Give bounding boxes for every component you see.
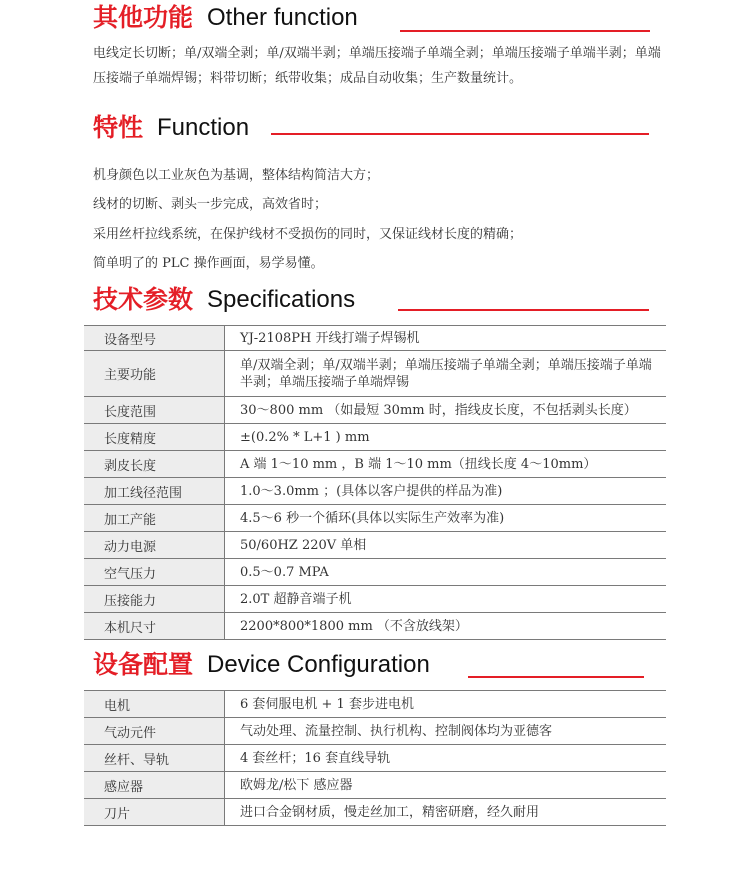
spec-value: 30～800 mm （如最短 30mm 时，指线皮长度，不包括剥头长度） xyxy=(225,397,667,424)
table-row xyxy=(84,613,666,640)
other-text: 电线定长切断；单/双端全剥；单/双端半剥；单端压接端子单端全剥；单端压接端子单端半剥；单端压接端子单端焊锡；料带切断；纸带收集；成品自动收集；生产数量统计。 xyxy=(93,46,661,86)
specs-title-cn: 技术参数 xyxy=(93,285,194,314)
table-row xyxy=(84,326,666,351)
config-title-rule xyxy=(468,676,644,678)
features-title-en: Function xyxy=(157,114,250,141)
config-label: 刀片 xyxy=(84,799,225,826)
features-heading xyxy=(93,113,249,143)
spec-label: 设备型号 xyxy=(84,326,225,351)
spec-label: 加工产能 xyxy=(84,505,225,532)
table-row xyxy=(84,745,666,772)
other-title-rule xyxy=(400,30,650,32)
config-table xyxy=(84,690,666,826)
config-label: 感应器 xyxy=(84,772,225,799)
table-row xyxy=(84,505,666,532)
config-value: 进口合金钢材质，慢走丝加工，精密研磨，经久耐用 xyxy=(225,799,667,826)
spec-label: 剥皮长度 xyxy=(84,451,225,478)
table-row xyxy=(84,397,666,424)
spec-value: 0.5～0.7 MPA xyxy=(225,559,667,586)
spec-value: 单/双端全剥；单/双端半剥；单端压接端子单端全剥；单端压接端子单端半剥；单端压接端子单端焊锡 xyxy=(225,351,667,397)
spec-label: 本机尺寸 xyxy=(84,613,225,640)
feature-item: 简单明了的 PLC 操作画面，易学易懂。 xyxy=(93,256,324,271)
table-row xyxy=(84,424,666,451)
spec-value: ±(0.2% * L+1 ) mm xyxy=(225,424,667,451)
feature-item: 机身颜色以工业灰色为基调，整体结构简洁大方； xyxy=(93,168,380,183)
config-value: 气动处理、流量控制、执行机构、控制阀体均为亚德客 xyxy=(225,718,667,745)
table-row xyxy=(84,586,666,613)
specs-title-rule xyxy=(398,309,649,311)
other-title-cn: 其他功能 xyxy=(93,3,194,32)
specs-title-en: Specifications xyxy=(207,286,356,313)
config-value: 4 套丝杆；16 套直线导轨 xyxy=(225,745,667,772)
spec-label: 主要功能 xyxy=(84,351,225,397)
table-row xyxy=(84,772,666,799)
table-row xyxy=(84,478,666,505)
features-title-cn: 特性 xyxy=(93,113,144,142)
spec-value: 50/60HZ 220V 单相 xyxy=(225,532,667,559)
spec-label: 长度精度 xyxy=(84,424,225,451)
config-label: 电机 xyxy=(84,691,225,718)
table-row xyxy=(84,351,666,397)
table-row xyxy=(84,691,666,718)
spec-value: 2200*800*1800 mm （不含放线架） xyxy=(225,613,667,640)
table-row xyxy=(84,718,666,745)
spec-value: 4.5～6 秒一个循环(具体以实际生产效率为准) xyxy=(225,505,667,532)
spec-value: A 端 1～10 mm ，B 端 1～10 mm（扭线长度 4～10mm） xyxy=(225,451,667,478)
spec-label: 加工线径范围 xyxy=(84,478,225,505)
spec-label: 动力电源 xyxy=(84,532,225,559)
spec-value: 1.0～3.0mm ；(具体以客户提供的样品为准) xyxy=(225,478,667,505)
config-heading xyxy=(93,650,430,680)
config-label: 丝杆、导轨 xyxy=(84,745,225,772)
spec-label: 空气压力 xyxy=(84,559,225,586)
config-value: 欧姆龙/松下 感应器 xyxy=(225,772,667,799)
spec-label: 长度范围 xyxy=(84,397,225,424)
spec-label: 压接能力 xyxy=(84,586,225,613)
config-title-cn: 设备配置 xyxy=(93,650,194,679)
other-heading xyxy=(93,3,358,33)
config-title-en: Device Configuration xyxy=(207,651,430,678)
feature-item: 线材的切断、剥头一步完成，高效省时； xyxy=(93,197,328,212)
config-label: 气动元件 xyxy=(84,718,225,745)
table-row xyxy=(84,799,666,826)
table-row xyxy=(84,532,666,559)
specs-table xyxy=(84,325,666,640)
features-title-rule xyxy=(271,133,649,135)
spec-value: 2.0T 超静音端子机 xyxy=(225,586,667,613)
specs-heading xyxy=(93,285,355,315)
other-title-en: Other function xyxy=(207,4,358,31)
feature-item: 采用丝杆拉线系统，在保护线材不受损伤的同时，又保证线材长度的精确； xyxy=(93,227,523,242)
config-value: 6 套伺服电机 + 1 套步进电机 xyxy=(225,691,667,718)
table-row xyxy=(84,451,666,478)
table-row xyxy=(84,559,666,586)
spec-value: YJ-2108PH 开线打端子焊锡机 xyxy=(225,326,667,351)
